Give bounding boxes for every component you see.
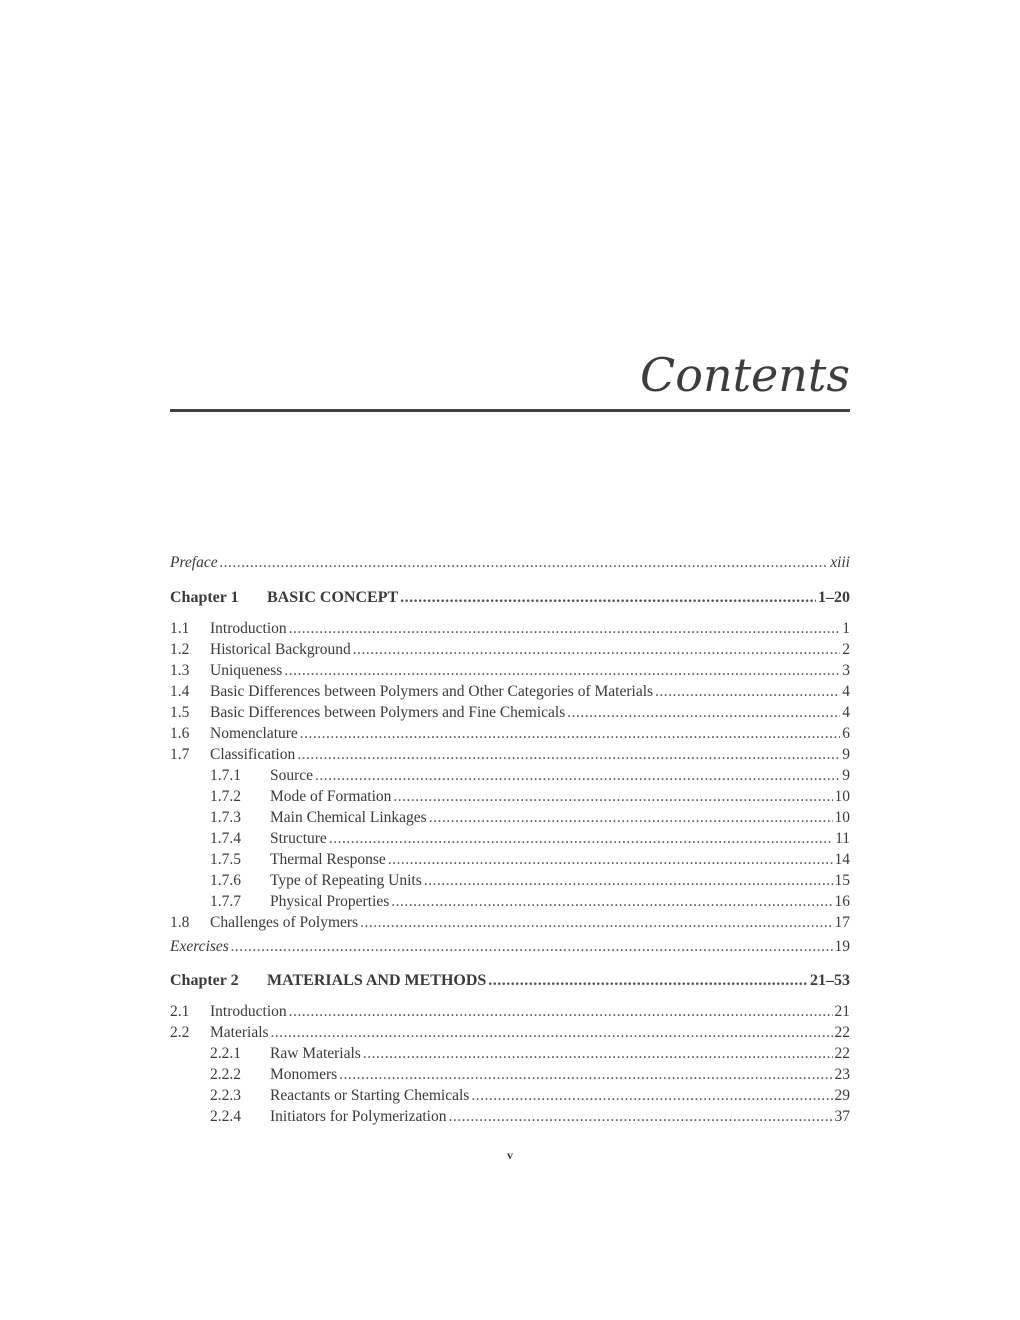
chapter-title: MATERIALS AND METHODS [267, 972, 487, 989]
entry-label: Preface [170, 554, 218, 571]
subsection-page: 16 [834, 893, 850, 910]
section-page: 22 [834, 1024, 850, 1041]
section-label: Materials [210, 1024, 269, 1041]
section-label: Historical Background [210, 641, 351, 658]
subsection-number: 2.2.2 [210, 1066, 241, 1083]
section-label: Basic Differences between Polymers and Other Categories of Materials [210, 683, 654, 700]
section-page: 4 [842, 704, 850, 721]
subsection-number: 2.2.4 [210, 1108, 241, 1125]
subsection-number: 2.2.1 [210, 1045, 241, 1062]
chapter-pages: 21–53 [810, 972, 850, 989]
subsection-page: 22 [834, 1045, 850, 1062]
subsection-label: Mode of Formation [270, 788, 392, 805]
chapter-number: Chapter 2 [170, 972, 239, 989]
toc-subentry[interactable] [170, 849, 850, 870]
toc-entry[interactable] [170, 702, 850, 723]
toc-entry-preface[interactable] [170, 552, 850, 573]
subsection-label: Thermal Response [270, 851, 386, 868]
subsection-label: Raw Materials [270, 1045, 361, 1062]
leader-dots [363, 1043, 833, 1064]
subsection-number: 1.7.5 [210, 851, 241, 868]
subsection-label: Initiators for Polymerization [270, 1108, 447, 1125]
subsection-page: 37 [834, 1108, 850, 1125]
section-page: 4 [842, 683, 850, 700]
leader-dots [220, 552, 829, 573]
leader-dots [429, 807, 833, 828]
entry-page: xiii [830, 554, 850, 571]
section-page: 2 [842, 641, 850, 658]
subsection-label: Main Chemical Linkages [270, 809, 427, 826]
subsection-number: 1.7.1 [210, 767, 241, 784]
leader-dots [449, 1106, 833, 1127]
leader-dots [329, 828, 833, 849]
section-number: 1.6 [170, 725, 190, 742]
toc-entry[interactable] [170, 639, 850, 660]
subsection-page: 14 [834, 851, 850, 868]
section-number: 1.4 [170, 683, 190, 700]
subsection-label: Physical Properties [270, 893, 390, 910]
leader-dots [271, 1022, 833, 1043]
toc-subentry[interactable] [170, 1085, 850, 1106]
subsection-label: Structure [270, 830, 327, 847]
subsection-label: Monomers [270, 1066, 338, 1083]
subsection-number: 1.7.3 [210, 809, 241, 826]
section-number: 1.8 [170, 914, 190, 931]
toc-entry[interactable] [170, 723, 850, 744]
section-number: 1.2 [170, 641, 190, 658]
subsection-number: 2.2.3 [210, 1087, 241, 1104]
leader-dots [424, 870, 833, 891]
section-label: Classification [210, 746, 296, 763]
leader-dots [360, 912, 832, 933]
toc-subentry[interactable] [170, 1043, 850, 1064]
section-number: 1.7 [170, 746, 190, 763]
section-label: Introduction [210, 620, 287, 637]
subsection-label: Source [270, 767, 314, 784]
title-rule [170, 409, 850, 412]
leader-dots [297, 744, 840, 765]
section-page: 17 [834, 914, 850, 931]
toc-chapter-2[interactable] [170, 969, 850, 993]
subsection-page: 10 [834, 809, 850, 826]
leader-dots [300, 723, 840, 744]
leader-dots [315, 765, 840, 786]
section-number: 1.1 [170, 620, 190, 637]
subsection-number: 1.7.2 [210, 788, 241, 805]
toc-entry[interactable] [170, 660, 850, 681]
section-page: 9 [842, 746, 850, 763]
leader-dots [231, 936, 833, 957]
toc-subentry[interactable] [170, 870, 850, 891]
section-number: 1.3 [170, 662, 190, 679]
page-title: Contents [640, 348, 850, 402]
leader-dots [339, 1064, 832, 1085]
section-number: 1.5 [170, 704, 190, 721]
leader-dots [471, 1085, 832, 1106]
subsection-page: 9 [842, 767, 850, 784]
toc-entry[interactable] [170, 744, 850, 765]
section-label: Nomenclature [210, 725, 298, 742]
toc-entry[interactable] [170, 912, 850, 933]
subsection-page: 11 [835, 830, 850, 847]
leader-dots [353, 639, 840, 660]
toc-subentry[interactable] [170, 891, 850, 912]
subsection-label: Type of Repeating Units [270, 872, 422, 889]
subsection-number: 1.7.7 [210, 893, 241, 910]
toc-entry[interactable] [170, 681, 850, 702]
subsection-number: 1.7.4 [210, 830, 241, 847]
toc-subentry[interactable] [170, 807, 850, 828]
subsection-page: 29 [834, 1087, 850, 1104]
leader-dots [393, 786, 832, 807]
leader-dots [488, 969, 808, 993]
leader-dots [289, 1001, 833, 1022]
toc-chapter-1[interactable] [170, 586, 850, 610]
section-number: 2.2 [170, 1024, 190, 1041]
chapter-title: BASIC CONCEPT [267, 589, 399, 606]
toc-subentry[interactable] [170, 828, 850, 849]
toc-entry[interactable] [170, 1001, 850, 1022]
entry-page: 19 [834, 938, 850, 955]
table-of-contents [170, 552, 850, 1127]
subsection-page: 23 [834, 1066, 850, 1083]
chapter-pages: 1–20 [818, 589, 850, 606]
section-label: Challenges of Polymers [210, 914, 359, 931]
section-page: 3 [842, 662, 850, 679]
toc-entry-exercises[interactable] [170, 936, 850, 957]
section-label: Introduction [210, 1003, 287, 1020]
leader-dots [400, 586, 816, 610]
leader-dots [289, 618, 841, 639]
toc-subentry[interactable] [170, 786, 850, 807]
page-number: v [507, 1148, 513, 1162]
toc-entry[interactable] [170, 618, 850, 639]
leader-dots [391, 891, 832, 912]
section-page: 21 [834, 1003, 850, 1020]
chapter-number: Chapter 1 [170, 589, 239, 606]
subsection-page: 10 [834, 788, 850, 805]
section-number: 2.1 [170, 1003, 190, 1020]
leader-dots [655, 681, 840, 702]
section-page: 6 [842, 725, 850, 742]
subsection-label: Reactants or Starting Chemicals [270, 1087, 470, 1104]
leader-dots [567, 702, 840, 723]
leader-dots [388, 849, 833, 870]
toc-entry[interactable] [170, 1022, 850, 1043]
section-label: Uniqueness [210, 662, 283, 679]
leader-dots [284, 660, 840, 681]
section-page: 1 [842, 620, 850, 637]
toc-subentry[interactable] [170, 1106, 850, 1127]
section-label: Basic Differences between Polymers and Fine Chemicals [210, 704, 566, 721]
subsection-number: 1.7.6 [210, 872, 241, 889]
toc-subentry[interactable] [170, 765, 850, 786]
entry-label: Exercises [170, 938, 229, 955]
subsection-page: 15 [834, 872, 850, 889]
toc-subentry[interactable] [170, 1064, 850, 1085]
